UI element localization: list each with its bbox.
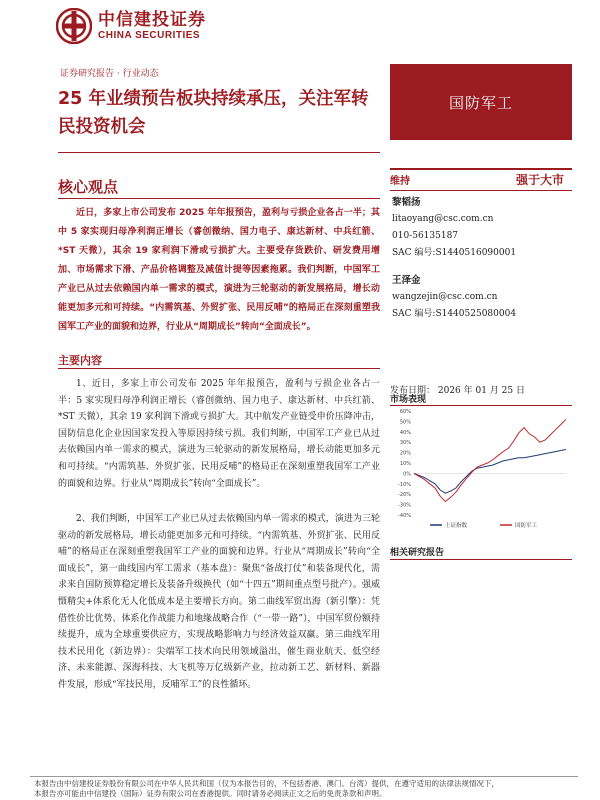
footer-divider — [30, 776, 578, 777]
market-performance-chart — [390, 407, 572, 535]
series-line-index — [414, 450, 566, 494]
chart-divider — [390, 405, 572, 406]
analyst-name: 王泽金 — [392, 275, 421, 286]
analyst-card-2 — [392, 272, 516, 323]
analyst-card-1 — [392, 194, 516, 262]
main-paragraph-2: 2、我们判断，中国军工产业已从过去依赖国内单一需求的模式，演进为三轮驱动的新发展格局，增长动能更加多元和可持续。“内需筑基、外贸扩张、民用反哺”的格局正在深刻重塑我国军工产业的面貌和边界。行业从“周期成长”转向“全面成长”，第一曲线国内军工需求（基本盘）：聚焦“备战打仗”和装备现代化，需求来自国防预算稳定增长及装备升级换代（如“十四五”期间重点型号批产）。强威慑精尖+体系化无人化低成本是主要增长方向。第二曲线军贸出海（新引擎）：凭借性价比优势、体系化作战能力和地缘战略合作（“一带一路”），中国军贸份额持续提升，成为全球重要供应方，实现战略影响力与经济效益双赢。第三曲线军用技术民用化（新边界）：尖端军工技术向民用领域溢出，催生商业航天、低空经济、未来能源、深海科技、大飞机等万亿级新产业，拉动新工艺、新材料、新器件发展，形成“军技民用，反哺军工”的良性循环。 — [58, 514, 380, 690]
y-tick-label: 20% — [399, 450, 411, 457]
company-logo — [56, 8, 206, 44]
footer-disclaimer-line-2: 本报告亦可能由中信建投（国际）证券有限公司在香港提供。同时请务必阅读正文之后的免责条款和声明。 — [34, 789, 387, 798]
rating-bottom-rule — [390, 190, 572, 191]
sector-banner — [390, 64, 572, 140]
logo-chinese-name: 中信建投证券 — [98, 10, 206, 30]
related-reports-heading: 相关研究报告 — [390, 548, 445, 558]
related-reports-divider — [390, 559, 572, 560]
sector-label: 国防军工 — [448, 93, 513, 112]
legend-label: 上证指数 — [445, 523, 468, 529]
core-view-heading: 核心观点 — [58, 178, 119, 196]
chart-title: 市场表现 — [390, 395, 427, 405]
main-content-heading: 主要内容 — [58, 354, 102, 367]
rating-label: 维持 — [390, 176, 410, 187]
rating-top-rule — [390, 168, 572, 170]
y-tick-label: 0% — [403, 471, 411, 478]
analyst-sac: SAC 编号:S1440525080004 — [392, 309, 517, 319]
footer-disclaimer-line-1: 本报告由中信建投证券股份有限公司在中华人民共和国（仅为本报告目的，不包括香港、澳门、台湾）提供，在遵守适用的法律法规情况下， — [34, 779, 499, 788]
report-type: 证券研究报告 · 行业动态 — [60, 69, 159, 79]
y-tick-label: -10% — [398, 481, 411, 488]
legend-label: 国防军工 — [515, 523, 538, 529]
rating-row — [390, 172, 572, 188]
y-tick-label: -20% — [398, 492, 411, 499]
main-paragraph-1: 1、近日，多家上市公司发布 2025 年年报预告，盈利与亏损企业各占一半：5 家实现归母净利润正增长（睿创微纳、国力电子、康达新材、中兵红箭、*ST 天微），其余 19 家利润下滑或亏损扩大。其中航发产业链受申价压降冲击，国防信息化企业因国家发投入等原因持续亏损。我们判断，中国军工产业已从过去依赖国内单一需求的模式，演进为三轮驱动的新发展格局，增长动能更加多元和可持续。“内需筑基、外贸扩张、民用反哺”的格局正在深刻重塑我国军工产业的面貌和边界。行业从“周期成长”转向“全面成长”。 — [58, 379, 380, 489]
analyst-sac: SAC 编号:S1440516090001 — [392, 248, 517, 258]
analyst-phone: 010-56135187 — [392, 231, 459, 241]
analyst-email: litaoyang@csc.com.cn — [392, 214, 494, 224]
y-tick-label: 30% — [399, 440, 411, 447]
main-content-divider — [58, 368, 380, 369]
logo-emblem-icon — [56, 8, 92, 44]
y-tick-label: -40% — [398, 513, 411, 519]
publish-date: 发布日期： 2026 年 01 月 25 日 — [390, 386, 525, 396]
y-tick-label: 50% — [399, 419, 411, 426]
core-view-divider — [58, 198, 380, 199]
y-tick-label: -30% — [398, 502, 411, 509]
rating-value: 强于大市 — [515, 173, 564, 187]
series-line-sector — [414, 419, 566, 501]
title-divider — [58, 152, 380, 153]
analyst-email: wangzejin@csc.com.cn — [392, 292, 498, 302]
logo-english-name: CHINA SECURITIES — [98, 30, 201, 41]
core-view-text: 近日，多家上市公司发布 2025 年年报预告，盈利与亏损企业各占一半；其中 5 家实现归母净利润正增长（睿创微纳、国力电子、康达新材、中兵红箭、*ST 天微），其余 19 家利润下滑或亏损扩大。主要受存货跌价、研发费用增加、市场需求下滑、产品价格调整及减值计提等因素拖累。我们判断，中国军工产业已从过去依赖国内单一需求的模式，演进为三轮驱动的新发展格局，增长动能更加多元和可持续。“内需筑基、外贸扩张、民用反哺”的格局正在深刻重塑我国军工产业的面貌和边界，行业从“周期成长”转向“全面成长”。 — [58, 208, 380, 332]
report-title: 25 年业绩预告板块持续承压，关注军转民投资机会 — [58, 89, 369, 137]
y-tick-label: 10% — [399, 461, 411, 467]
y-tick-label: 40% — [399, 429, 411, 436]
y-tick-label: 60% — [399, 409, 411, 415]
analyst-name: 黎韬扬 — [392, 197, 421, 208]
